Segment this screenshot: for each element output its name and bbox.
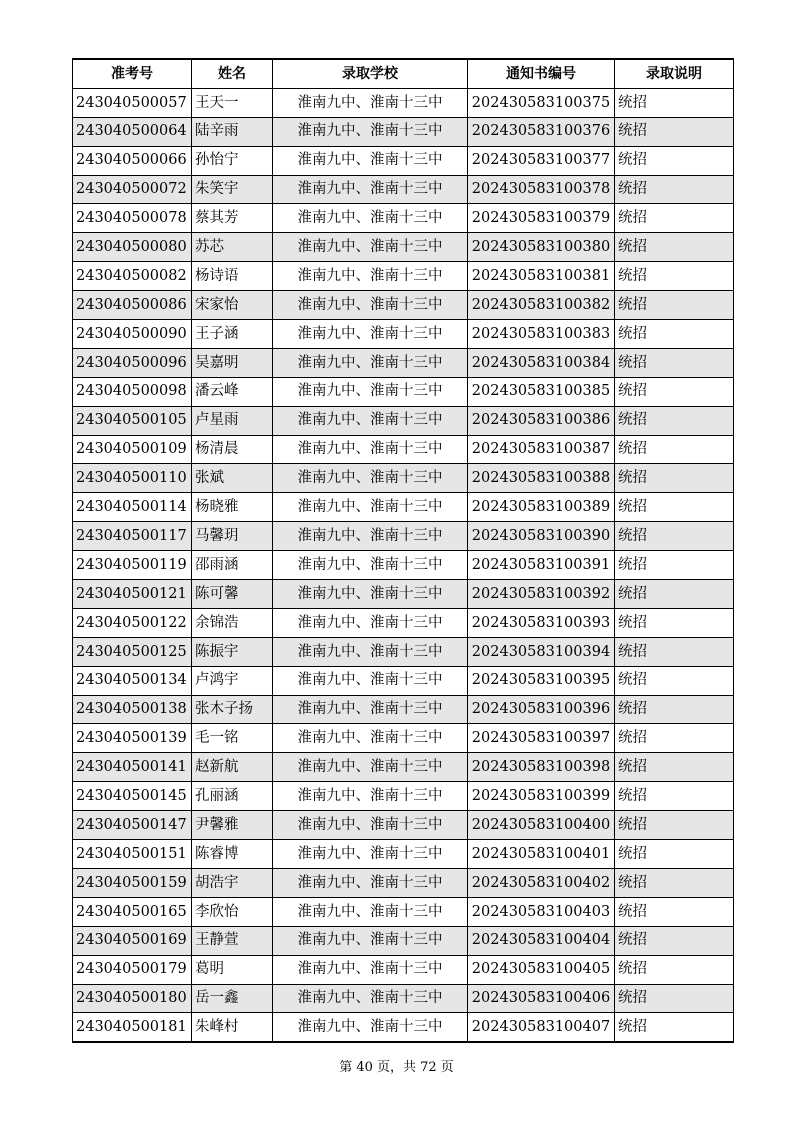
- cell-school: 淮南九中、淮南十三中: [273, 666, 468, 695]
- table-row: [73, 782, 734, 811]
- table-row: [73, 377, 734, 406]
- cell-school: 淮南九中、淮南十三中: [273, 348, 468, 377]
- cell-school: 淮南九中、淮南十三中: [273, 580, 468, 609]
- cell-exam-number: 243040500159: [73, 868, 192, 897]
- cell-school: 淮南九中、淮南十三中: [273, 926, 468, 955]
- table-row: [73, 348, 734, 377]
- header-name: 姓名: [192, 59, 273, 88]
- table-row: [73, 233, 734, 262]
- cell-name: 宋家怡: [192, 291, 273, 320]
- table-row: [73, 984, 734, 1013]
- cell-name: 尹馨雅: [192, 811, 273, 840]
- cell-name: 苏芯: [192, 233, 273, 262]
- table-row: [73, 262, 734, 291]
- cell-exam-number: 243040500090: [73, 320, 192, 349]
- cell-admission-note: 统招: [615, 580, 734, 609]
- cell-admission-note: 统招: [615, 320, 734, 349]
- cell-name: 杨晓雅: [192, 493, 273, 522]
- cell-exam-number: 243040500082: [73, 262, 192, 291]
- cell-name: 陈振宇: [192, 637, 273, 666]
- cell-admission-note: 统招: [615, 551, 734, 580]
- cell-exam-number: 243040500057: [73, 88, 192, 117]
- cell-exam-number: 243040500096: [73, 348, 192, 377]
- cell-notice-number: 202430583100404: [468, 926, 615, 955]
- cell-notice-number: 202430583100391: [468, 551, 615, 580]
- cell-notice-number: 202430583100392: [468, 580, 615, 609]
- cell-admission-note: 统招: [615, 782, 734, 811]
- table-row: [73, 320, 734, 349]
- cell-notice-number: 202430583100395: [468, 666, 615, 695]
- cell-admission-note: 统招: [615, 840, 734, 869]
- cell-name: 卢星雨: [192, 406, 273, 435]
- cell-name: 张斌: [192, 464, 273, 493]
- cell-name: 岳一鑫: [192, 984, 273, 1013]
- cell-exam-number: 243040500066: [73, 146, 192, 175]
- cell-notice-number: 202430583100405: [468, 955, 615, 984]
- cell-exam-number: 243040500179: [73, 955, 192, 984]
- cell-admission-note: 统招: [615, 984, 734, 1013]
- cell-school: 淮南九中、淮南十三中: [273, 608, 468, 637]
- table-row: [73, 724, 734, 753]
- cell-admission-note: 统招: [615, 204, 734, 233]
- table-row: [73, 146, 734, 175]
- table-row: [73, 840, 734, 869]
- cell-name: 潘云峰: [192, 377, 273, 406]
- cell-exam-number: 243040500086: [73, 291, 192, 320]
- cell-name: 张木子扬: [192, 695, 273, 724]
- cell-school: 淮南九中、淮南十三中: [273, 811, 468, 840]
- cell-notice-number: 202430583100403: [468, 897, 615, 926]
- cell-school: 淮南九中、淮南十三中: [273, 320, 468, 349]
- cell-exam-number: 243040500147: [73, 811, 192, 840]
- cell-exam-number: 243040500122: [73, 608, 192, 637]
- admission-table: [72, 58, 734, 1043]
- cell-notice-number: 202430583100396: [468, 695, 615, 724]
- cell-name: 王子涵: [192, 320, 273, 349]
- header-notice-number: 通知书编号: [468, 59, 615, 88]
- cell-exam-number: 243040500165: [73, 897, 192, 926]
- cell-exam-number: 243040500145: [73, 782, 192, 811]
- cell-school: 淮南九中、淮南十三中: [273, 377, 468, 406]
- table-row: [73, 926, 734, 955]
- cell-school: 淮南九中、淮南十三中: [273, 146, 468, 175]
- cell-admission-note: 统招: [615, 608, 734, 637]
- cell-admission-note: 统招: [615, 406, 734, 435]
- cell-admission-note: 统招: [615, 811, 734, 840]
- cell-notice-number: 202430583100377: [468, 146, 615, 175]
- cell-notice-number: 202430583100382: [468, 291, 615, 320]
- table-row: [73, 811, 734, 840]
- table-row: [73, 204, 734, 233]
- cell-notice-number: 202430583100407: [468, 1013, 615, 1042]
- table-row: [73, 117, 734, 146]
- header-school: 录取学校: [273, 59, 468, 88]
- cell-exam-number: 243040500078: [73, 204, 192, 233]
- table-row: [73, 666, 734, 695]
- cell-admission-note: 统招: [615, 926, 734, 955]
- cell-admission-note: 统招: [615, 464, 734, 493]
- cell-admission-note: 统招: [615, 637, 734, 666]
- cell-school: 淮南九中、淮南十三中: [273, 955, 468, 984]
- table-row: [73, 551, 734, 580]
- cell-school: 淮南九中、淮南十三中: [273, 493, 468, 522]
- table-row: [73, 608, 734, 637]
- cell-name: 陆辛雨: [192, 117, 273, 146]
- cell-notice-number: 202430583100387: [468, 435, 615, 464]
- cell-exam-number: 243040500181: [73, 1013, 192, 1042]
- cell-exam-number: 243040500080: [73, 233, 192, 262]
- cell-exam-number: 243040500110: [73, 464, 192, 493]
- cell-exam-number: 243040500138: [73, 695, 192, 724]
- cell-admission-note: 统招: [615, 291, 734, 320]
- cell-name: 邵雨涵: [192, 551, 273, 580]
- page-footer: 第 40 页，共 72 页: [339, 1060, 454, 1075]
- table-row: [73, 695, 734, 724]
- cell-name: 马馨玥: [192, 522, 273, 551]
- cell-admission-note: 统招: [615, 695, 734, 724]
- cell-notice-number: 202430583100381: [468, 262, 615, 291]
- cell-notice-number: 202430583100375: [468, 88, 615, 117]
- cell-admission-note: 统招: [615, 753, 734, 782]
- cell-name: 杨清晨: [192, 435, 273, 464]
- cell-notice-number: 202430583100394: [468, 637, 615, 666]
- cell-name: 杨诗语: [192, 262, 273, 291]
- table-row: [73, 175, 734, 204]
- cell-notice-number: 202430583100376: [468, 117, 615, 146]
- cell-school: 淮南九中、淮南十三中: [273, 291, 468, 320]
- cell-admission-note: 统招: [615, 377, 734, 406]
- cell-name: 蔡其芳: [192, 204, 273, 233]
- cell-notice-number: 202430583100379: [468, 204, 615, 233]
- cell-exam-number: 243040500134: [73, 666, 192, 695]
- cell-exam-number: 243040500139: [73, 724, 192, 753]
- cell-school: 淮南九中、淮南十三中: [273, 637, 468, 666]
- cell-notice-number: 202430583100393: [468, 608, 615, 637]
- cell-name: 赵新航: [192, 753, 273, 782]
- cell-school: 淮南九中、淮南十三中: [273, 984, 468, 1013]
- table-row: [73, 637, 734, 666]
- cell-exam-number: 243040500114: [73, 493, 192, 522]
- cell-notice-number: 202430583100406: [468, 984, 615, 1013]
- table-row: [73, 464, 734, 493]
- table-row: [73, 868, 734, 897]
- cell-notice-number: 202430583100397: [468, 724, 615, 753]
- cell-exam-number: 243040500105: [73, 406, 192, 435]
- cell-admission-note: 统招: [615, 1013, 734, 1042]
- cell-notice-number: 202430583100398: [468, 753, 615, 782]
- table-row: [73, 753, 734, 782]
- cell-school: 淮南九中、淮南十三中: [273, 522, 468, 551]
- cell-school: 淮南九中、淮南十三中: [273, 1013, 468, 1042]
- cell-notice-number: 202430583100383: [468, 320, 615, 349]
- cell-school: 淮南九中、淮南十三中: [273, 868, 468, 897]
- table-row: [73, 580, 734, 609]
- cell-school: 淮南九中、淮南十三中: [273, 897, 468, 926]
- cell-notice-number: 202430583100390: [468, 522, 615, 551]
- cell-notice-number: 202430583100385: [468, 377, 615, 406]
- cell-school: 淮南九中、淮南十三中: [273, 262, 468, 291]
- table-row: [73, 493, 734, 522]
- cell-admission-note: 统招: [615, 522, 734, 551]
- cell-school: 淮南九中、淮南十三中: [273, 782, 468, 811]
- cell-name: 孔丽涵: [192, 782, 273, 811]
- cell-school: 淮南九中、淮南十三中: [273, 204, 468, 233]
- cell-admission-note: 统招: [615, 897, 734, 926]
- cell-exam-number: 243040500151: [73, 840, 192, 869]
- cell-school: 淮南九中、淮南十三中: [273, 117, 468, 146]
- cell-admission-note: 统招: [615, 868, 734, 897]
- cell-school: 淮南九中、淮南十三中: [273, 88, 468, 117]
- cell-name: 王天一: [192, 88, 273, 117]
- cell-exam-number: 243040500121: [73, 580, 192, 609]
- header-admission-note: 录取说明: [615, 59, 734, 88]
- cell-admission-note: 统招: [615, 724, 734, 753]
- cell-school: 淮南九中、淮南十三中: [273, 464, 468, 493]
- cell-admission-note: 统招: [615, 233, 734, 262]
- cell-notice-number: 202430583100384: [468, 348, 615, 377]
- cell-name: 毛一铭: [192, 724, 273, 753]
- cell-exam-number: 243040500119: [73, 551, 192, 580]
- cell-name: 葛明: [192, 955, 273, 984]
- cell-notice-number: 202430583100380: [468, 233, 615, 262]
- cell-exam-number: 243040500180: [73, 984, 192, 1013]
- cell-notice-number: 202430583100389: [468, 493, 615, 522]
- cell-school: 淮南九中、淮南十三中: [273, 840, 468, 869]
- cell-school: 淮南九中、淮南十三中: [273, 753, 468, 782]
- table-row: [73, 88, 734, 117]
- cell-exam-number: 243040500064: [73, 117, 192, 146]
- cell-admission-note: 统招: [615, 88, 734, 117]
- cell-notice-number: 202430583100378: [468, 175, 615, 204]
- cell-exam-number: 243040500141: [73, 753, 192, 782]
- cell-name: 卢鸿宇: [192, 666, 273, 695]
- cell-name: 朱峰村: [192, 1013, 273, 1042]
- cell-exam-number: 243040500125: [73, 637, 192, 666]
- cell-name: 胡浩宇: [192, 868, 273, 897]
- cell-name: 李欣怡: [192, 897, 273, 926]
- cell-name: 吴嘉明: [192, 348, 273, 377]
- cell-admission-note: 统招: [615, 262, 734, 291]
- cell-name: 陈可馨: [192, 580, 273, 609]
- cell-notice-number: 202430583100388: [468, 464, 615, 493]
- cell-admission-note: 统招: [615, 955, 734, 984]
- cell-admission-note: 统招: [615, 435, 734, 464]
- cell-exam-number: 243040500072: [73, 175, 192, 204]
- table-row: [73, 522, 734, 551]
- cell-school: 淮南九中、淮南十三中: [273, 551, 468, 580]
- table-row: [73, 406, 734, 435]
- cell-name: 朱笑宇: [192, 175, 273, 204]
- cell-admission-note: 统招: [615, 493, 734, 522]
- cell-name: 王静萱: [192, 926, 273, 955]
- cell-school: 淮南九中、淮南十三中: [273, 233, 468, 262]
- table-row: [73, 955, 734, 984]
- cell-admission-note: 统招: [615, 666, 734, 695]
- cell-school: 淮南九中、淮南十三中: [273, 435, 468, 464]
- cell-exam-number: 243040500169: [73, 926, 192, 955]
- cell-notice-number: 202430583100401: [468, 840, 615, 869]
- table-row: [73, 291, 734, 320]
- cell-admission-note: 统招: [615, 146, 734, 175]
- cell-exam-number: 243040500098: [73, 377, 192, 406]
- cell-notice-number: 202430583100399: [468, 782, 615, 811]
- cell-school: 淮南九中、淮南十三中: [273, 175, 468, 204]
- table-row: [73, 897, 734, 926]
- cell-school: 淮南九中、淮南十三中: [273, 406, 468, 435]
- cell-name: 陈睿博: [192, 840, 273, 869]
- header-exam-number: 准考号: [73, 59, 192, 88]
- cell-school: 淮南九中、淮南十三中: [273, 695, 468, 724]
- cell-notice-number: 202430583100386: [468, 406, 615, 435]
- table-row: [73, 435, 734, 464]
- cell-admission-note: 统招: [615, 175, 734, 204]
- cell-school: 淮南九中、淮南十三中: [273, 724, 468, 753]
- cell-notice-number: 202430583100400: [468, 811, 615, 840]
- cell-exam-number: 243040500117: [73, 522, 192, 551]
- cell-name: 孙怡宁: [192, 146, 273, 175]
- table-header-row: [73, 59, 734, 88]
- cell-exam-number: 243040500109: [73, 435, 192, 464]
- cell-admission-note: 统招: [615, 348, 734, 377]
- cell-name: 余锦浩: [192, 608, 273, 637]
- cell-notice-number: 202430583100402: [468, 868, 615, 897]
- table-body: [73, 88, 734, 1042]
- table-row: [73, 1013, 734, 1042]
- cell-admission-note: 统招: [615, 117, 734, 146]
